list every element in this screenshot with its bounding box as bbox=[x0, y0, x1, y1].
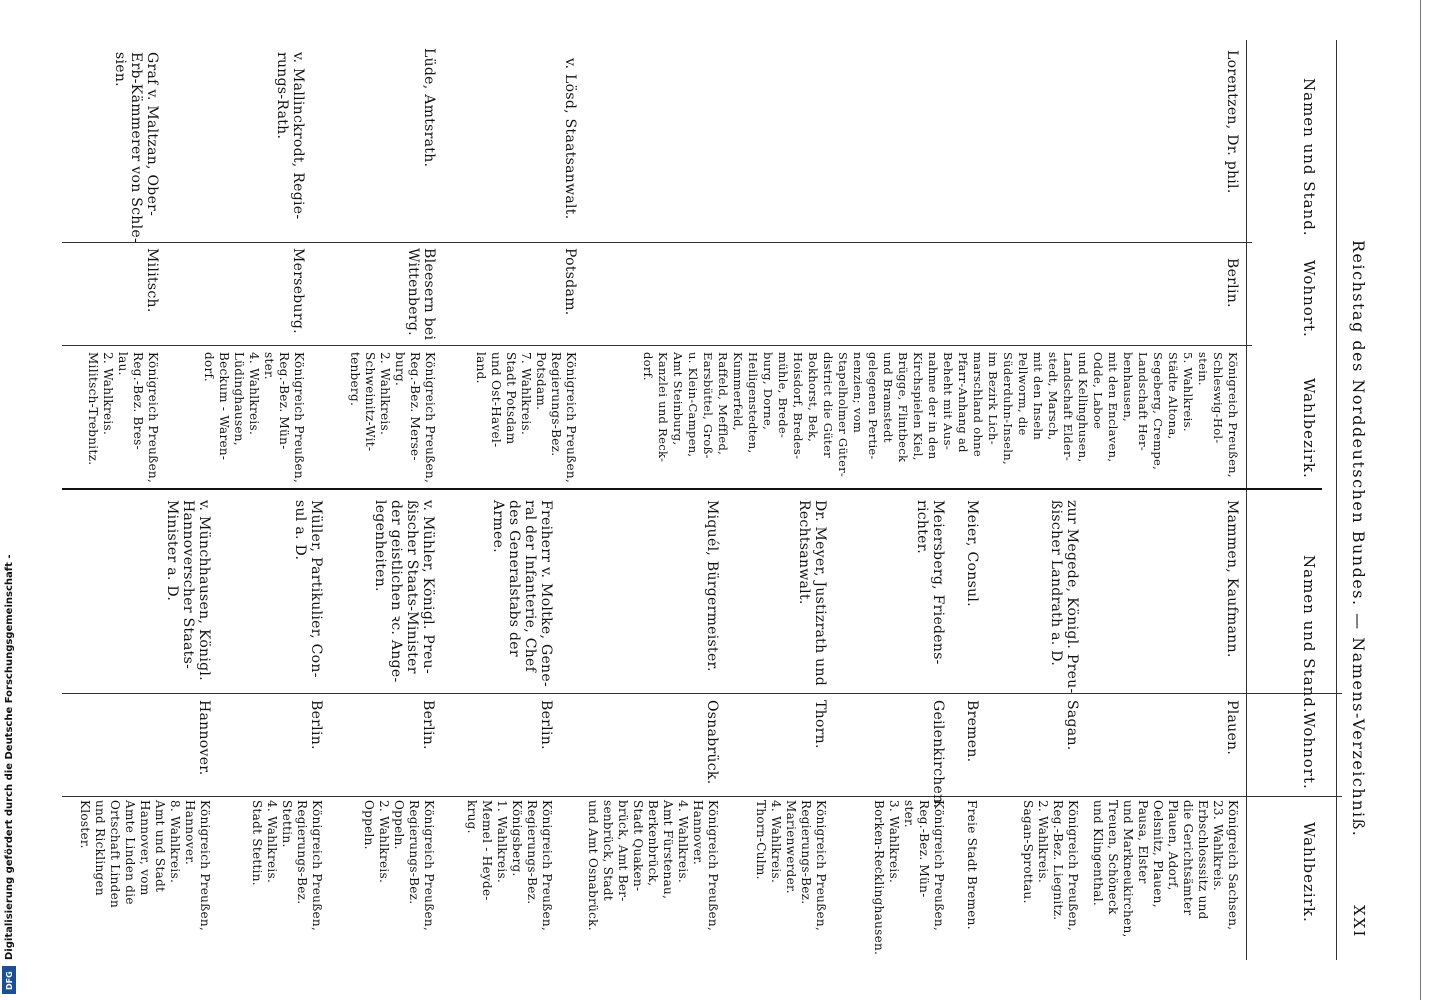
dfg-logo bbox=[2, 966, 16, 994]
left-row-0-name: Lorentzen, Dr. phil. bbox=[1224, 50, 1240, 194]
dfg-logo-text: DFG bbox=[5, 971, 14, 990]
left-row-4-residence: Militsch. bbox=[144, 248, 160, 313]
right-row-0-district: Königreich Sachsen, 23. Wahlkreis. Erbschlosssitz und die Gerichtsämter Plauen, Adorf, Oelsnitz, Plauen, Pausa, Elster und Markneukirchen, Treuen, Schöneck und Klingenthal. bbox=[1091, 800, 1240, 938]
left-header-name: Namen und Stand. bbox=[1300, 78, 1318, 237]
left-row-4-name: Graf v. Maltzan, Ober- Erb-Kämmerer von Schle- sien. bbox=[112, 52, 160, 244]
left-section-divider-1 bbox=[62, 242, 1252, 243]
right-row-3-district: Königreich Preußen, Reg.-Bez. Mün- ster. 3. Wahlkreis. Borken-Recklinghausen. bbox=[872, 800, 946, 956]
right-header-residence: Wohnort. bbox=[1300, 712, 1318, 790]
right-section-divider-2 bbox=[62, 796, 1342, 797]
left-row-2-residence: Bleesern bei Wittenberg. bbox=[405, 248, 437, 341]
right-row-4-name: Dr. Meyer, Justizrath und Rechtsanwalt. bbox=[796, 500, 828, 687]
left-row-2-name: Lüde, Amtsrath. bbox=[421, 48, 437, 168]
section-divider-mid bbox=[62, 488, 1322, 490]
right-row-0-name: Mammen, Kaufmann. bbox=[1224, 500, 1240, 658]
right-row-0-residence: Plauen. bbox=[1224, 700, 1240, 756]
left-row-0-residence: Berlin. bbox=[1224, 258, 1240, 308]
left-row-1-district: Königreich Preußen, Regierungs-Bez. Potsdam. 7. Wahlkreis. Stadt Potsdam und Ost-Havel- land. bbox=[474, 352, 578, 484]
right-row-2-district: Freie Stadt Bremen. bbox=[965, 800, 979, 930]
page-number: XXI bbox=[1350, 905, 1368, 939]
right-row-5-residence: Osnabrück. bbox=[704, 700, 720, 785]
right-row-8-name: Müller, Partikulier, Con- sul a. D. bbox=[292, 500, 324, 678]
left-header-residence: Wohnort. bbox=[1300, 260, 1318, 338]
right-row-9-residence: Hannover. bbox=[196, 700, 212, 776]
right-row-8-district: Königreich Preußen, Regierungs-Bez. Stettin. 4. Wahlkreis. Stadt Stettin. bbox=[250, 800, 324, 932]
column-divider-header-2 bbox=[1246, 40, 1247, 960]
right-row-7-name: v. Mühler, Königl. Preu- ßischer Staats-Minister der geistlichen ꝛc. Ange- legenheiten. bbox=[372, 500, 436, 683]
right-row-2-residence: Bremen. bbox=[964, 700, 980, 763]
left-row-3-name: v. Mallinckrodt, Regie- rungs-Rath. bbox=[274, 52, 306, 220]
right-row-5-name: Miquél, Bürgermeister. bbox=[704, 500, 720, 672]
right-row-9-district: Königreich Preußen, Hannover. 8. Wahlkreis. Amt und Stadt Hannover, vom Amte Linden die Ortschaft Linden und Ricklingen Kloster. bbox=[78, 800, 212, 932]
right-row-7-residence: Berlin. bbox=[420, 700, 436, 750]
right-row-6-name: Freiherr v. Moltke, Gene- ral der Infanterie, Chef des Generalstabs der Armee. bbox=[490, 500, 554, 687]
right-row-3-residence: Geilenkirchen. bbox=[930, 700, 946, 809]
left-row-0-district: Königreich Preußen, Schleswig-Hol- stein. 5. Wahlkreis. Städte Altona, Segeberg, Crempe, Landschaft Her- benhausen, mit den Enclaven, Odde, Laboe und Kellinghusen, Landschaft Elder- stedt, Marsch, mit den Inseln Pellworm, die Süderduhn-Inseln, im Bezirk Lich- marschland ohne Pfarr-Anhang ad Beheht mit Aus- nahme der in den Kirchspielen Kiel, Brügge, Flintbeck und Bramstedt gelegenen Pertie- nenzien; vom Stapelholmer Güter- district die Güter Bokhorst, Bek, Hoisdorf, Bredes- mühle, Brede- burg, Dorne, Heiligenstedten, Kummerfeld, Raffeld, Meffled, Earsbüttel, Groß- u. Klein-Campen, Amt Steinburg, Kanzlei und Reck- dorf. bbox=[641, 352, 1240, 478]
right-row-8-residence: Berlin. bbox=[308, 700, 324, 750]
digitization-credit: Digitalisierung gefördert durch die Deutsche Forschungsgemeinschaft - bbox=[4, 554, 15, 960]
right-row-5-district: Königreich Preußen, Hannover. 4. Wahlkreis. Amt Fürstenau, Berkenbrück, Stadt Quaken- brück, Amt Ber- senbrück, Stadt und Amt Osnabrück. bbox=[586, 800, 720, 932]
right-row-6-district: Königreich Preußen, Regierungs-Bez. Königsberg. 1. Wahlkreis. Memel - Heyde- krug. bbox=[465, 800, 554, 932]
right-section-divider-1 bbox=[62, 693, 1342, 694]
left-row-4-district: Königreich Preußen, Reg.-Bez. Bres- lau. 2. Wahlkreis. Militsch-Trebnitz. bbox=[86, 352, 160, 484]
right-row-2-name: Meier, Consul. bbox=[964, 500, 980, 607]
right-header-district: Wahlbezirk. bbox=[1300, 822, 1318, 923]
left-row-3-residence: Merseburg. bbox=[290, 248, 306, 334]
right-row-3-name: Meiersberg, Friedens- richter. bbox=[914, 500, 946, 665]
right-row-1-name: zur Megede, Königl. Preu- ßischer Landrath a. D. bbox=[1048, 500, 1080, 694]
digitization-footer bbox=[0, 0, 20, 1000]
left-header-district: Wahlbezirk. bbox=[1300, 378, 1318, 479]
right-row-7-district: Königreich Preußen, Regierungs-Bez. Oppeln. 2. Wahlkreis. Oppeln. bbox=[362, 800, 436, 932]
left-section-divider-2 bbox=[62, 345, 1252, 346]
right-row-4-district: Königreich Preußen, Regierungs-Bez. Marienwerder. 4. Wahlkreis. Thorn-Culm. bbox=[754, 800, 828, 932]
left-row-2-district: Königreich Preußen, Reg.-Bez. Merse- burg. 2. Wahlkreis. Schweinitz-Wit- tenberg. bbox=[348, 352, 437, 484]
right-row-9-name: v. Münchhausen, Königl. Hannoverscher Staats- Minister a. D. bbox=[164, 500, 212, 681]
right-header-name: Namen und Stand. bbox=[1300, 555, 1318, 714]
right-row-1-residence: Sagan. bbox=[1064, 700, 1080, 751]
left-row-1-name: v. Lösd, Staatsanwalt. bbox=[562, 58, 578, 220]
left-row-3-district: Königreich Preußen, Reg.-Bez. Mün- ster. 4. Wahlkreis. Lüdinghausen, Beckum - Waren- dorf. bbox=[202, 352, 306, 484]
page-title: Reichstag des Norddeutschen Bundes. — Namens-Verzeichniß. bbox=[1349, 240, 1368, 838]
right-row-4-residence: Thorn. bbox=[812, 700, 828, 749]
right-row-6-residence: Berlin. bbox=[538, 700, 554, 750]
left-row-1-residence: Potsdam. bbox=[562, 248, 578, 316]
column-divider-header bbox=[1336, 40, 1337, 960]
right-row-1-district: Königreich Preußen, Reg.-Bez. Liegnitz. 2. Wahlkreis. Sagan-Sprottau. bbox=[1021, 800, 1080, 932]
page-right-border bbox=[1420, 0, 1421, 1000]
